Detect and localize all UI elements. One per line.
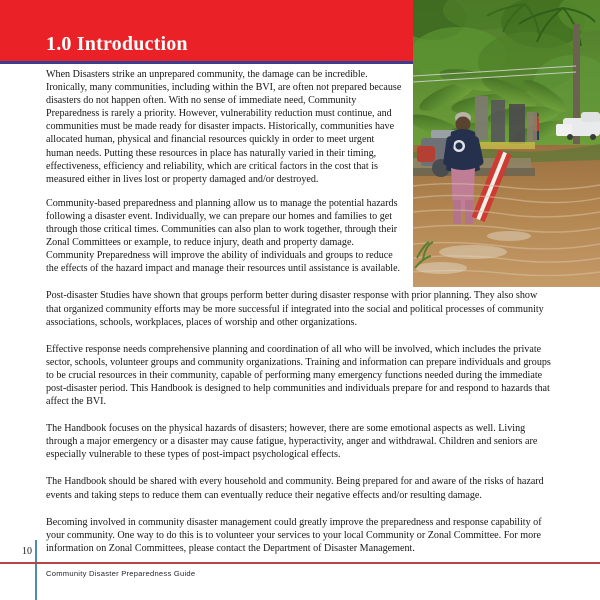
footer-title: Community Disaster Preparedness Guide <box>46 569 196 578</box>
paragraph-4: Effective response needs comprehensive planning and coordination of all who will be involved, which includes the private sector, schools, volunteer groups and community organizations. Training and information can prepare individuals and groups to be crucial resources in their community, capable of performing many emergency functions needed during the immediate post-disaster period. This Handbook is designed to help communities and individuals prepare for and respond to hazards that affect the BVI. <box>46 343 551 408</box>
footer-vertical-rule <box>35 540 37 600</box>
footer-horizontal-rule <box>0 562 600 564</box>
page-number: 10 <box>22 546 32 557</box>
paragraph-1: When Disasters strike an unprepared community, the damage can be incredible. Ironically, many communities, including within the BVI, are often not prepared because disasters do not happen often. With no sense of immediate need, Community Preparedness is rarely a priority. However, vulnerability reduction must continue, and communities must be made ready for disaster impacts. Historically, communities have allocated human, physical and financial resources quickly in order to meet urgent human needs. Putting these resources in place has naturally varied in their timing, effectiveness, efficiency and reliability, which are critical factors in the cost that is measured either in lives lost or property damaged and/or destroyed. <box>46 69 402 185</box>
body-content <box>46 68 554 566</box>
paragraph-5: The Handbook focuses on the physical hazards of disasters; however, there are some emotional aspects as well. Living through a major emergency or a disaster may cause fatigue, hyperactivity, anger and withdrawal. Children and seniors are especially vulnerable to these types of post-impact psychological effects. <box>46 423 538 461</box>
paragraph-6: The Handbook should be shared with every household and community. Being prepared for and aware of the risks of hazard events and taking steps to reduce them can eventually reduce their negative effects and/or resulting damage. <box>46 476 544 501</box>
section-header-rule <box>0 61 418 64</box>
paragraph-2: Community-based preparedness and planning allow us to manage the potential hazards following a disaster event. Individually, we can prepare our homes and families to get through those critical times. Communities can also plan to work together, through their Zonal Committees or example, to reduce injury, death and property damage. Community Preparedness will improve the ability of individuals and groups to reduce the effects of the hazard impact and manage their resources until assistance is available. <box>46 197 401 275</box>
paragraph-7: Becoming involved in community disaster management could greatly improve the preparedness and response capability of your community. One way to do this is to volunteer your services to your local Community or Zonal Committee. For more information on Zonal Committees, please contact the Department of Disaster Management. <box>46 516 542 554</box>
paragraph-3: Post-disaster Studies have shown that groups perform better during disaster response with prior planning. They also show that organized community efforts may be more successful if integrated into the social and political processes of community associations, schools, workplaces, places of worship and other organizations. <box>46 290 544 328</box>
page-title: 1.0 Introduction <box>46 33 188 55</box>
